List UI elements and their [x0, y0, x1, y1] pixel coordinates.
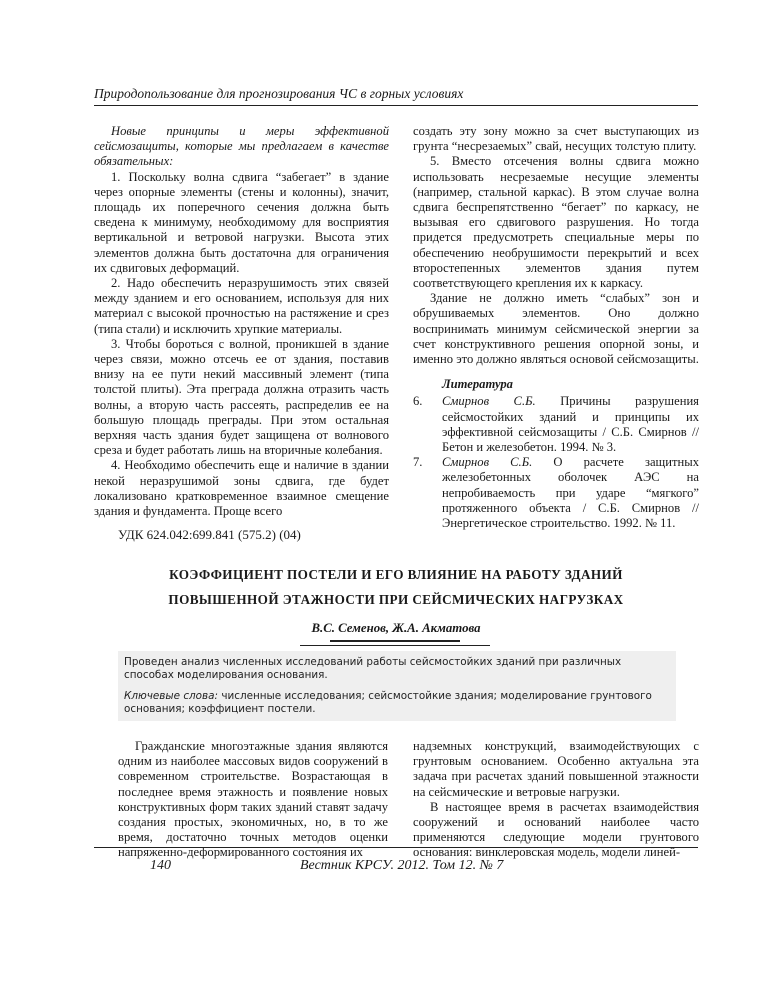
article-title [94, 562, 698, 612]
reference-author: Смирнов С.Б. [442, 394, 536, 409]
reference-text [442, 455, 699, 531]
continued-paragraph: создать эту зону можно за счет выступающих из грунта “несрезаемых” свай, несущих толстую плиту. [413, 124, 699, 154]
literature-heading: Литература [442, 377, 513, 392]
right-column [413, 124, 699, 531]
header-rule [94, 105, 698, 106]
reference-item [413, 394, 699, 455]
principle-2: 2. Надо обеспечить неразрушимость этих связей между зданием и его основанием, используя для них материал с высокой прочностью на растяжение и срез (типа стали) и исключить хрупкие материалы. [94, 276, 389, 336]
keywords-text: численные исследования; сейсмостойкие здания; моделирование грунтового основания; коэффициент постели. [124, 690, 652, 715]
principle-1: 1. Поскольку волна сдвига “забегает” в здание через опорные элементы (стены и колонны), значит, площадь их поперечного сечения должна быть сведена к минимуму, необходимому для восприятия вертикальной и ветровой нагрузки. Высота этих элементов должна быть достаточна для ограничения их сдвиговых деформаций. [94, 169, 389, 275]
body-paragraph: Гражданские многоэтажные здания являются одним из наиболее массовых видов сооружений в современном строительстве. Возрастающая в последнее время этажность и появление новых конструктивных форм таких зданий ставят задачу создания простых, экономичных, но, в то же время, достаточно точных методов оценки напряженно-деформированного состояния их [118, 739, 388, 860]
authors: В.С. Семенов, Ж.А. Акматова [311, 621, 481, 635]
principle-4: 4. Необходимо обеспечить еще и наличие в здании некой неразрушимой зоны сдвига, где будет локализовано кратковременное взаимное смещение здания и фундамента. Проще всего [94, 458, 389, 519]
reference-author: Смирнов С.Б. [442, 455, 533, 470]
keywords-label: Ключевые слова: [124, 690, 219, 702]
reference-text [442, 394, 699, 455]
page-number: 140 [150, 858, 171, 873]
body-paragraph: В настоящее время в расчетах взаимодействия сооружений и оснований наиболее часто применяются следующие модели грунтового основания: винклеровская модель, модели линей- [413, 799, 699, 860]
intro-paragraph: Новые принципы и меры эффективной сейсмозащиты, которые мы предлагаем в качестве обязательных: [94, 124, 389, 169]
body-paragraph: надземных конструкций, взаимодействующих с грунтовым основанием. Особенно актуальна эта задача при расчетах зданий повышенной этажности на сейсмические и ветровые нагрузки. [413, 739, 699, 799]
reference-number: 7. [413, 455, 423, 470]
principle-3: 3. Чтобы бороться с волной, проникшей в здание через связи, можно отсечь ее от здания, поставив внизу на ее пути некий массивный элемент (типа толстой плиты). Эта преграда должна отразить часть волны, а вторую часть рассеять, распределив ее на большую площадь преграды. При этом остальная верхняя часть здания будет защищена от волнового среза и будет работать лишь на вторичные колебания. [94, 336, 389, 458]
authors-rule-thick [330, 640, 460, 642]
reference-item [413, 455, 699, 531]
body-left-column [118, 739, 388, 861]
running-head: Природопользование для прогнозирования ЧС в горных условиях [94, 86, 464, 101]
article-title-line-2: ПОВЫШЕННОЙ ЭТАЖНОСТИ ПРИ СЕЙСМИЧЕСКИХ НАГРУЗКАХ [168, 592, 624, 607]
footer-rule [94, 847, 698, 848]
article-title-line-1: КОЭФФИЦИЕНТ ПОСТЕЛИ И ЕГО ВЛИЯНИЕ НА РАБОТУ ЗДАНИЙ [169, 567, 623, 582]
abstract-text: Проведен анализ численных исследований работы сейсмостойких зданий при различных способах моделирования основания. [124, 656, 622, 681]
reference-body: О расчете защитных железобетонных оболочек АЭС на непробиваемость при ударе “мягкого” протяженного объекта / С.Б. Смирнов // Энергетическое строительство. 1992. № 11. [442, 455, 699, 531]
journal-title: Вестник КРСУ. 2012. Том 12. № 7 [300, 858, 504, 873]
udc-code: УДК 624.042:699.841 (575.2) (04) [118, 527, 301, 542]
authors-rule-thin [300, 645, 490, 646]
body-right-column [413, 739, 699, 861]
principle-5: 5. Вместо отсечения волны сдвига можно использовать несрезаемые несущие элементы (например, стальной каркас). В этом случае волна сдвига беспрепятственно “бегает” по каркасу, не вызывая его сдвигового разрушения. Но тогда придется предусмотреть специальные меры по обеспечению необрушимости перекрытий и всех второстепенных элементов здания путем соответствующего крепления их к каркасу. [413, 154, 699, 291]
left-column [94, 124, 389, 519]
closing-paragraph: Здание не должно иметь “слабых” зон и обрушиваемых элементов. Оно должно воспринимать минимум сейсмической энергии за счет конструктивного решения опорной зоны, и именно это должно являться основой сейсмозащиты. [413, 291, 699, 367]
reference-body: Причины разрушения сейсмостойких зданий и принципы их эффективной сейсмозащиты / С.Б. Смирнов // Бетон и железобетон. 1994. № 3. [442, 394, 699, 455]
abstract [124, 656, 664, 724]
keywords [124, 690, 664, 716]
reference-number: 6. [413, 394, 423, 409]
